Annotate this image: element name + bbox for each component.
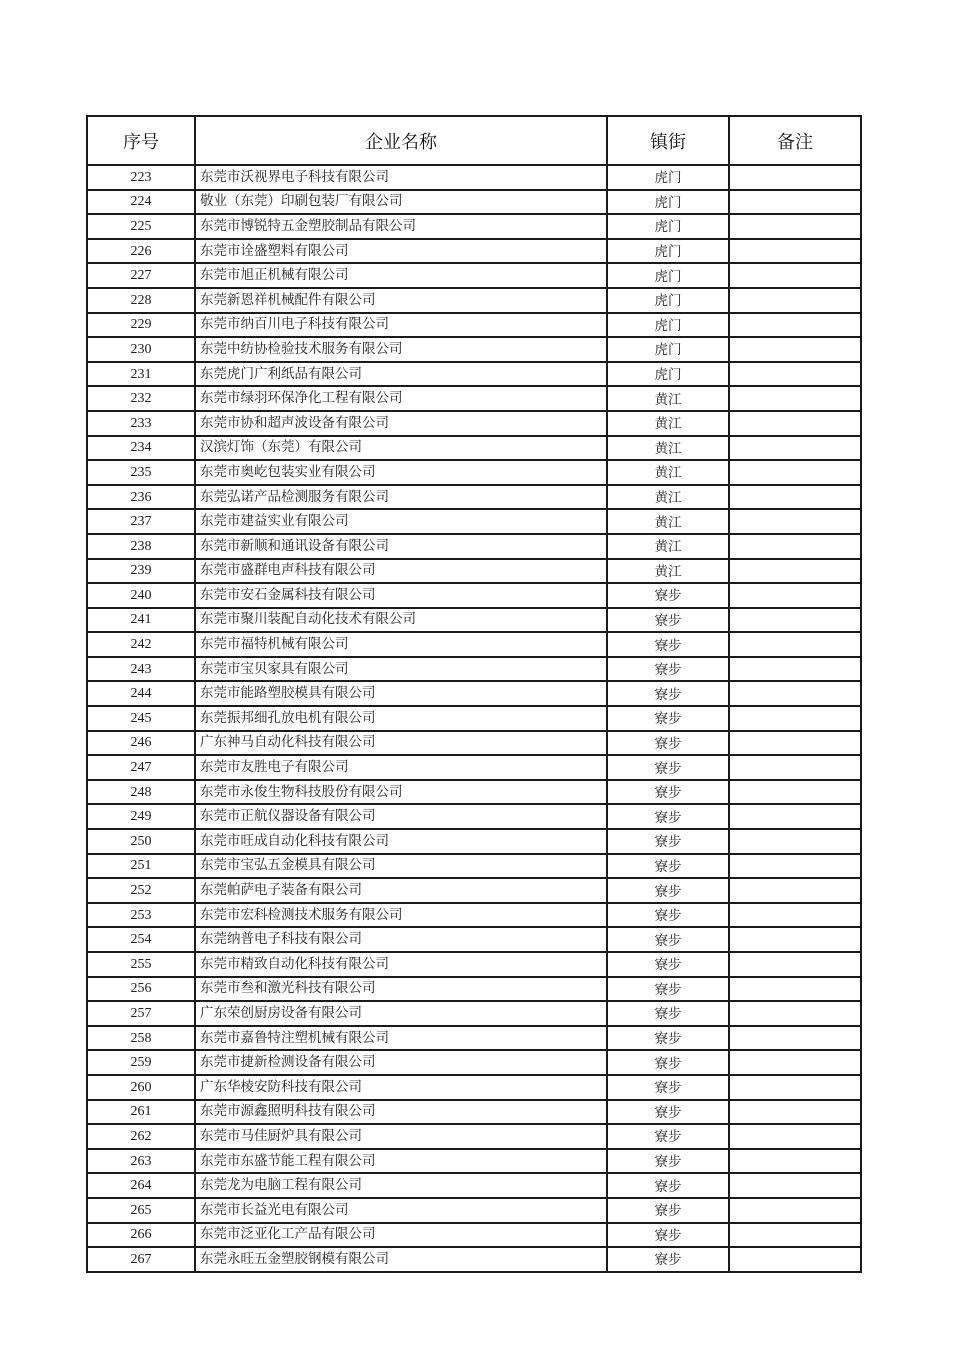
row-company-name: 东莞市正航仪器设备有限公司 bbox=[195, 804, 607, 829]
row-note bbox=[729, 1100, 861, 1125]
row-company-name: 广东荣创厨房设备有限公司 bbox=[195, 1001, 607, 1026]
row-town: 虎门 bbox=[607, 288, 729, 313]
table-row bbox=[87, 854, 861, 879]
row-seq: 241 bbox=[87, 608, 195, 633]
row-note bbox=[729, 632, 861, 657]
row-town: 黄江 bbox=[607, 534, 729, 559]
row-note bbox=[729, 436, 861, 461]
row-seq: 225 bbox=[87, 214, 195, 239]
table-row bbox=[87, 804, 861, 829]
table-body bbox=[87, 165, 861, 1272]
row-town: 寮步 bbox=[607, 731, 729, 756]
row-seq: 240 bbox=[87, 583, 195, 608]
row-note bbox=[729, 1075, 861, 1100]
row-seq: 231 bbox=[87, 362, 195, 387]
row-town: 寮步 bbox=[607, 1223, 729, 1248]
row-seq: 257 bbox=[87, 1001, 195, 1026]
table-row bbox=[87, 927, 861, 952]
row-note bbox=[729, 854, 861, 879]
row-town: 寮步 bbox=[607, 1026, 729, 1051]
row-town: 寮步 bbox=[607, 804, 729, 829]
row-town: 虎门 bbox=[607, 362, 729, 387]
row-seq: 252 bbox=[87, 878, 195, 903]
table-row bbox=[87, 706, 861, 731]
table-row bbox=[87, 190, 861, 215]
row-company-name: 东莞市旺成自动化科技有限公司 bbox=[195, 829, 607, 854]
row-company-name: 东莞市能路塑胶模具有限公司 bbox=[195, 681, 607, 706]
table-row bbox=[87, 1198, 861, 1223]
table-row bbox=[87, 337, 861, 362]
header-town: 镇街 bbox=[607, 116, 729, 165]
table-row bbox=[87, 313, 861, 338]
row-town: 寮步 bbox=[607, 952, 729, 977]
row-town: 寮步 bbox=[607, 681, 729, 706]
row-company-name: 东莞市友胜电子有限公司 bbox=[195, 755, 607, 780]
table-row bbox=[87, 436, 861, 461]
table-row bbox=[87, 632, 861, 657]
row-seq: 259 bbox=[87, 1050, 195, 1075]
row-town: 虎门 bbox=[607, 214, 729, 239]
table-row bbox=[87, 263, 861, 288]
row-note bbox=[729, 362, 861, 387]
row-note bbox=[729, 1149, 861, 1174]
table-row bbox=[87, 608, 861, 633]
row-company-name: 东莞市诠盛塑料有限公司 bbox=[195, 239, 607, 264]
table-row bbox=[87, 780, 861, 805]
row-seq: 228 bbox=[87, 288, 195, 313]
table-row bbox=[87, 755, 861, 780]
row-town: 寮步 bbox=[607, 755, 729, 780]
row-company-name: 东莞纳普电子科技有限公司 bbox=[195, 927, 607, 952]
row-town: 寮步 bbox=[607, 608, 729, 633]
company-list-table bbox=[86, 115, 862, 1273]
row-seq: 229 bbox=[87, 313, 195, 338]
row-seq: 245 bbox=[87, 706, 195, 731]
row-note bbox=[729, 1026, 861, 1051]
row-seq: 253 bbox=[87, 903, 195, 928]
row-seq: 255 bbox=[87, 952, 195, 977]
row-company-name: 东莞市新顺和通讯设备有限公司 bbox=[195, 534, 607, 559]
row-seq: 264 bbox=[87, 1173, 195, 1198]
row-note bbox=[729, 1001, 861, 1026]
table-row bbox=[87, 657, 861, 682]
row-note bbox=[729, 1124, 861, 1149]
row-seq: 239 bbox=[87, 559, 195, 584]
row-note bbox=[729, 1198, 861, 1223]
row-town: 寮步 bbox=[607, 706, 729, 731]
row-seq: 260 bbox=[87, 1075, 195, 1100]
row-seq: 258 bbox=[87, 1026, 195, 1051]
row-seq: 249 bbox=[87, 804, 195, 829]
row-note bbox=[729, 190, 861, 215]
header-row bbox=[87, 116, 861, 165]
row-seq: 233 bbox=[87, 411, 195, 436]
row-company-name: 东莞龙为电脑工程有限公司 bbox=[195, 1173, 607, 1198]
row-note bbox=[729, 829, 861, 854]
row-note bbox=[729, 1050, 861, 1075]
row-note bbox=[729, 1173, 861, 1198]
row-note bbox=[729, 755, 861, 780]
row-company-name: 东莞市捷新检测设备有限公司 bbox=[195, 1050, 607, 1075]
row-town: 黄江 bbox=[607, 436, 729, 461]
row-town: 虎门 bbox=[607, 263, 729, 288]
row-seq: 261 bbox=[87, 1100, 195, 1125]
row-seq: 243 bbox=[87, 657, 195, 682]
row-note bbox=[729, 1223, 861, 1248]
table-row bbox=[87, 509, 861, 534]
row-note bbox=[729, 239, 861, 264]
row-seq: 254 bbox=[87, 927, 195, 952]
row-company-name: 东莞市协和超声波设备有限公司 bbox=[195, 411, 607, 436]
table-row bbox=[87, 977, 861, 1002]
row-company-name: 东莞市宝弘五金模具有限公司 bbox=[195, 854, 607, 879]
row-company-name: 东莞市奥屹包装实业有限公司 bbox=[195, 460, 607, 485]
row-town: 虎门 bbox=[607, 313, 729, 338]
row-town: 寮步 bbox=[607, 903, 729, 928]
row-town: 黄江 bbox=[607, 485, 729, 510]
row-company-name: 东莞市旭正机械有限公司 bbox=[195, 263, 607, 288]
row-company-name: 东莞市福特机械有限公司 bbox=[195, 632, 607, 657]
row-company-name: 东莞市精致自动化科技有限公司 bbox=[195, 952, 607, 977]
row-note bbox=[729, 337, 861, 362]
row-company-name: 东莞振邦细孔放电机有限公司 bbox=[195, 706, 607, 731]
row-town: 寮步 bbox=[607, 1100, 729, 1125]
row-town: 寮步 bbox=[607, 878, 729, 903]
row-company-name: 东莞市纳百川电子科技有限公司 bbox=[195, 313, 607, 338]
row-town: 黄江 bbox=[607, 386, 729, 411]
row-seq: 226 bbox=[87, 239, 195, 264]
row-town: 寮步 bbox=[607, 1247, 729, 1272]
row-seq: 237 bbox=[87, 509, 195, 534]
row-company-name: 东莞中纺协检验技术服务有限公司 bbox=[195, 337, 607, 362]
row-note bbox=[729, 608, 861, 633]
row-seq: 250 bbox=[87, 829, 195, 854]
row-company-name: 东莞市嘉鲁特注塑机械有限公司 bbox=[195, 1026, 607, 1051]
row-seq: 265 bbox=[87, 1198, 195, 1223]
row-note bbox=[729, 559, 861, 584]
row-note bbox=[729, 165, 861, 190]
row-company-name: 东莞帕萨电子装备有限公司 bbox=[195, 878, 607, 903]
row-town: 寮步 bbox=[607, 780, 729, 805]
row-note bbox=[729, 485, 861, 510]
row-town: 虎门 bbox=[607, 165, 729, 190]
row-town: 寮步 bbox=[607, 1149, 729, 1174]
row-seq: 234 bbox=[87, 436, 195, 461]
row-note bbox=[729, 460, 861, 485]
row-seq: 246 bbox=[87, 731, 195, 756]
table-row bbox=[87, 878, 861, 903]
table-row bbox=[87, 559, 861, 584]
row-company-name: 东莞市绿羽环保净化工程有限公司 bbox=[195, 386, 607, 411]
row-company-name: 敬业（东莞）印刷包装厂有限公司 bbox=[195, 190, 607, 215]
row-seq: 227 bbox=[87, 263, 195, 288]
row-note bbox=[729, 386, 861, 411]
row-company-name: 东莞市安石金属科技有限公司 bbox=[195, 583, 607, 608]
row-note bbox=[729, 780, 861, 805]
row-company-name: 东莞市聚川装配自动化技术有限公司 bbox=[195, 608, 607, 633]
row-company-name: 东莞市博锐特五金塑胶制品有限公司 bbox=[195, 214, 607, 239]
row-company-name: 东莞市沃视界电子科技有限公司 bbox=[195, 165, 607, 190]
row-company-name: 广东华棱安防科技有限公司 bbox=[195, 1075, 607, 1100]
row-town: 虎门 bbox=[607, 190, 729, 215]
row-seq: 224 bbox=[87, 190, 195, 215]
row-seq: 244 bbox=[87, 681, 195, 706]
row-note bbox=[729, 657, 861, 682]
header-seq: 序号 bbox=[87, 116, 195, 165]
row-town: 寮步 bbox=[607, 977, 729, 1002]
row-note bbox=[729, 681, 861, 706]
row-company-name: 东莞新恩祥机械配件有限公司 bbox=[195, 288, 607, 313]
table-row bbox=[87, 903, 861, 928]
table-row bbox=[87, 952, 861, 977]
row-company-name: 东莞市马佳厨炉具有限公司 bbox=[195, 1124, 607, 1149]
header-company-name: 企业名称 bbox=[195, 116, 607, 165]
row-town: 黄江 bbox=[607, 411, 729, 436]
table-row bbox=[87, 1124, 861, 1149]
row-town: 黄江 bbox=[607, 559, 729, 584]
table-row bbox=[87, 362, 861, 387]
row-company-name: 广东神马自动化科技有限公司 bbox=[195, 731, 607, 756]
row-town: 寮步 bbox=[607, 1173, 729, 1198]
row-company-name: 东莞弘诺产品检测服务有限公司 bbox=[195, 485, 607, 510]
table-row bbox=[87, 1050, 861, 1075]
row-company-name: 汉滨灯饰（东莞）有限公司 bbox=[195, 436, 607, 461]
row-note bbox=[729, 1247, 861, 1272]
row-note bbox=[729, 411, 861, 436]
row-seq: 230 bbox=[87, 337, 195, 362]
row-seq: 232 bbox=[87, 386, 195, 411]
row-note bbox=[729, 509, 861, 534]
row-town: 黄江 bbox=[607, 460, 729, 485]
row-note bbox=[729, 313, 861, 338]
row-note bbox=[729, 927, 861, 952]
row-company-name: 东莞永旺五金塑胶钢模有限公司 bbox=[195, 1247, 607, 1272]
row-town: 寮步 bbox=[607, 632, 729, 657]
row-company-name: 东莞市盛群电声科技有限公司 bbox=[195, 559, 607, 584]
row-note bbox=[729, 706, 861, 731]
row-note bbox=[729, 878, 861, 903]
table-row bbox=[87, 485, 861, 510]
row-note bbox=[729, 731, 861, 756]
row-town: 虎门 bbox=[607, 337, 729, 362]
row-town: 寮步 bbox=[607, 927, 729, 952]
row-note bbox=[729, 214, 861, 239]
table-row bbox=[87, 214, 861, 239]
row-seq: 223 bbox=[87, 165, 195, 190]
row-company-name: 东莞市宝贝家具有限公司 bbox=[195, 657, 607, 682]
row-note bbox=[729, 583, 861, 608]
row-town: 寮步 bbox=[607, 1001, 729, 1026]
row-note bbox=[729, 534, 861, 559]
row-note bbox=[729, 903, 861, 928]
table-row bbox=[87, 239, 861, 264]
row-company-name: 东莞市长益光电有限公司 bbox=[195, 1198, 607, 1223]
table-row bbox=[87, 411, 861, 436]
row-company-name: 东莞市源鑫照明科技有限公司 bbox=[195, 1100, 607, 1125]
table-row bbox=[87, 165, 861, 190]
row-seq: 262 bbox=[87, 1124, 195, 1149]
row-town: 寮步 bbox=[607, 854, 729, 879]
row-town: 寮步 bbox=[607, 1075, 729, 1100]
row-note bbox=[729, 288, 861, 313]
row-town: 寮步 bbox=[607, 1050, 729, 1075]
row-company-name: 东莞市叁和激光科技有限公司 bbox=[195, 977, 607, 1002]
row-seq: 242 bbox=[87, 632, 195, 657]
row-seq: 266 bbox=[87, 1223, 195, 1248]
table-header bbox=[87, 116, 861, 165]
row-note bbox=[729, 977, 861, 1002]
row-note bbox=[729, 952, 861, 977]
row-town: 虎门 bbox=[607, 239, 729, 264]
row-town: 寮步 bbox=[607, 1124, 729, 1149]
row-town: 寮步 bbox=[607, 1198, 729, 1223]
table-row bbox=[87, 1173, 861, 1198]
table-row bbox=[87, 1223, 861, 1248]
row-seq: 256 bbox=[87, 977, 195, 1002]
row-town: 寮步 bbox=[607, 583, 729, 608]
table-row bbox=[87, 1149, 861, 1174]
row-company-name: 东莞市泛亚化工产品有限公司 bbox=[195, 1223, 607, 1248]
table-row bbox=[87, 534, 861, 559]
table-row bbox=[87, 1026, 861, 1051]
row-town: 寮步 bbox=[607, 657, 729, 682]
row-company-name: 东莞市永俊生物科技股份有限公司 bbox=[195, 780, 607, 805]
header-note: 备注 bbox=[729, 116, 861, 165]
table-row bbox=[87, 460, 861, 485]
row-company-name: 东莞市宏科检测技术服务有限公司 bbox=[195, 903, 607, 928]
row-town: 黄江 bbox=[607, 509, 729, 534]
table-row bbox=[87, 1247, 861, 1272]
row-seq: 236 bbox=[87, 485, 195, 510]
row-seq: 248 bbox=[87, 780, 195, 805]
table-row bbox=[87, 583, 861, 608]
row-seq: 263 bbox=[87, 1149, 195, 1174]
table-row bbox=[87, 1001, 861, 1026]
row-seq: 238 bbox=[87, 534, 195, 559]
table-row bbox=[87, 829, 861, 854]
table-row bbox=[87, 1075, 861, 1100]
table-row bbox=[87, 1100, 861, 1125]
row-seq: 267 bbox=[87, 1247, 195, 1272]
row-seq: 247 bbox=[87, 755, 195, 780]
row-company-name: 东莞市东盛节能工程有限公司 bbox=[195, 1149, 607, 1174]
row-town: 寮步 bbox=[607, 829, 729, 854]
row-note bbox=[729, 804, 861, 829]
row-seq: 235 bbox=[87, 460, 195, 485]
table-row bbox=[87, 288, 861, 313]
row-company-name: 东莞市建益实业有限公司 bbox=[195, 509, 607, 534]
table-row bbox=[87, 731, 861, 756]
row-note bbox=[729, 263, 861, 288]
table-row bbox=[87, 386, 861, 411]
row-seq: 251 bbox=[87, 854, 195, 879]
row-company-name: 东莞虎门广利纸品有限公司 bbox=[195, 362, 607, 387]
table-row bbox=[87, 681, 861, 706]
